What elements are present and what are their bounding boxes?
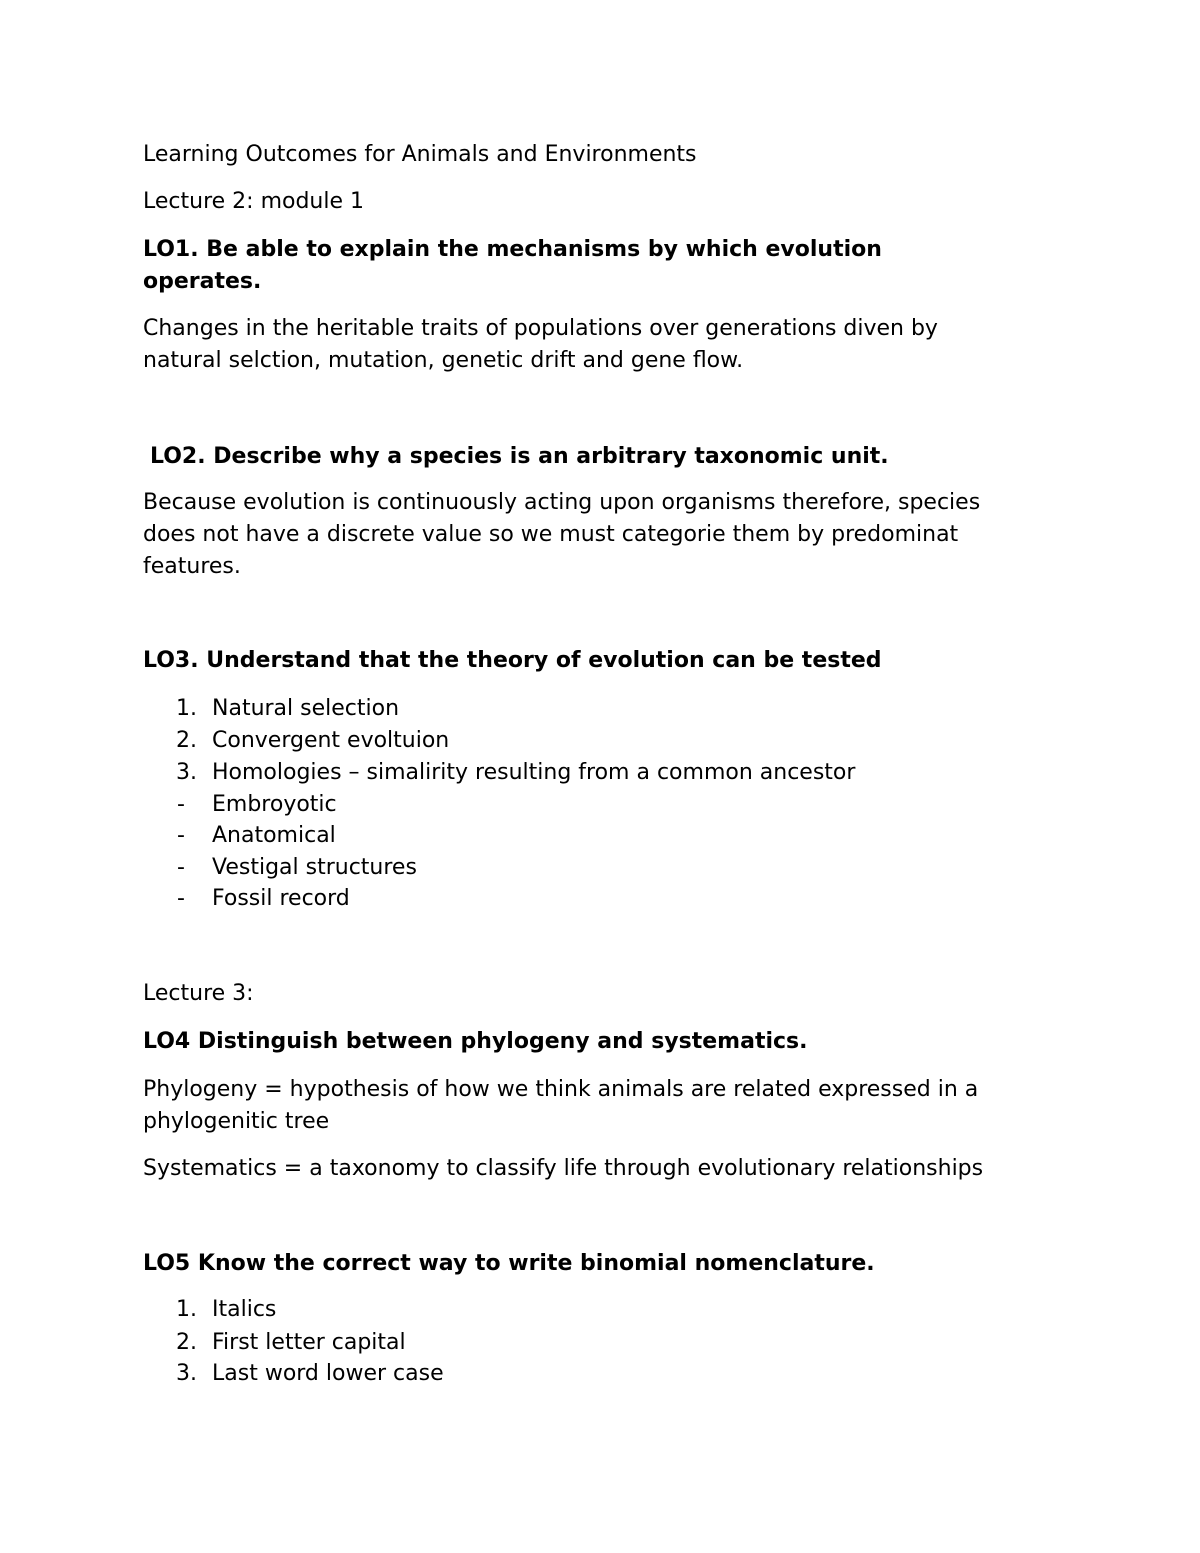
lo1-body-line-2: natural selction, mutation, genetic drift and gene flow. (143, 348, 744, 373)
list-item-text: Natural selection (212, 696, 400, 721)
list-marker: 3. (176, 1361, 197, 1386)
lo4-systematics: Systematics = a taxonomy to classify life through evolutionary relationships (143, 1156, 984, 1181)
lo1-heading-line-2: operates. (143, 269, 262, 294)
list-item-text: First letter capital (212, 1330, 406, 1355)
list-item-text: Last word lower case (212, 1361, 444, 1386)
list-marker: - (177, 792, 185, 817)
lo3-heading: LO3. Understand that the theory of evolution can be tested (143, 648, 882, 673)
list-marker: 1. (176, 1297, 197, 1322)
lo2-heading: LO2. Describe why a species is an arbitrary taxonomic unit. (150, 444, 889, 469)
lecture-2-heading: Lecture 2: module 1 (143, 189, 364, 214)
list-item-text: Vestigal structures (212, 855, 417, 880)
list-marker: 3. (176, 760, 197, 785)
list-marker: - (177, 855, 185, 880)
list-marker: 1. (176, 696, 197, 721)
list-item-text: Italics (212, 1297, 277, 1322)
list-item-text: Homologies – simalirity resulting from a common ancestor (212, 760, 856, 785)
list-marker: 2. (176, 728, 197, 753)
lo4-phylogeny-line-2: phylogenitic tree (143, 1109, 330, 1134)
list-marker: - (177, 886, 185, 911)
lo4-heading: LO4 Distinguish between phylogeny and systematics. (143, 1029, 808, 1054)
list-marker: 2. (176, 1330, 197, 1355)
list-marker: - (177, 823, 185, 848)
lo2-body-line-1: Because evolution is continuously acting upon organisms therefore, species (143, 490, 981, 515)
lo2-body-line-3: features. (143, 554, 241, 579)
lecture-3-heading: Lecture 3: (143, 981, 254, 1006)
list-item-text: Fossil record (212, 886, 350, 911)
lo1-heading-line-1: LO1. Be able to explain the mechanisms by which evolution (143, 237, 882, 262)
lo2-body-line-2: does not have a discrete value so we must categorie them by predominat (143, 522, 959, 547)
lo4-phylogeny-line-1: Phylogeny = hypothesis of how we think animals are related expressed in a (143, 1077, 979, 1102)
lo5-heading: LO5 Know the correct way to write binomial nomenclature. (143, 1251, 875, 1276)
list-item-text: Convergent evoltuion (212, 728, 450, 753)
list-item-text: Anatomical (212, 823, 336, 848)
lo1-body-line-1: Changes in the heritable traits of populations over generations diven by (143, 316, 938, 341)
document-title: Learning Outcomes for Animals and Environments (143, 142, 697, 167)
list-item-text: Embroyotic (212, 792, 337, 817)
